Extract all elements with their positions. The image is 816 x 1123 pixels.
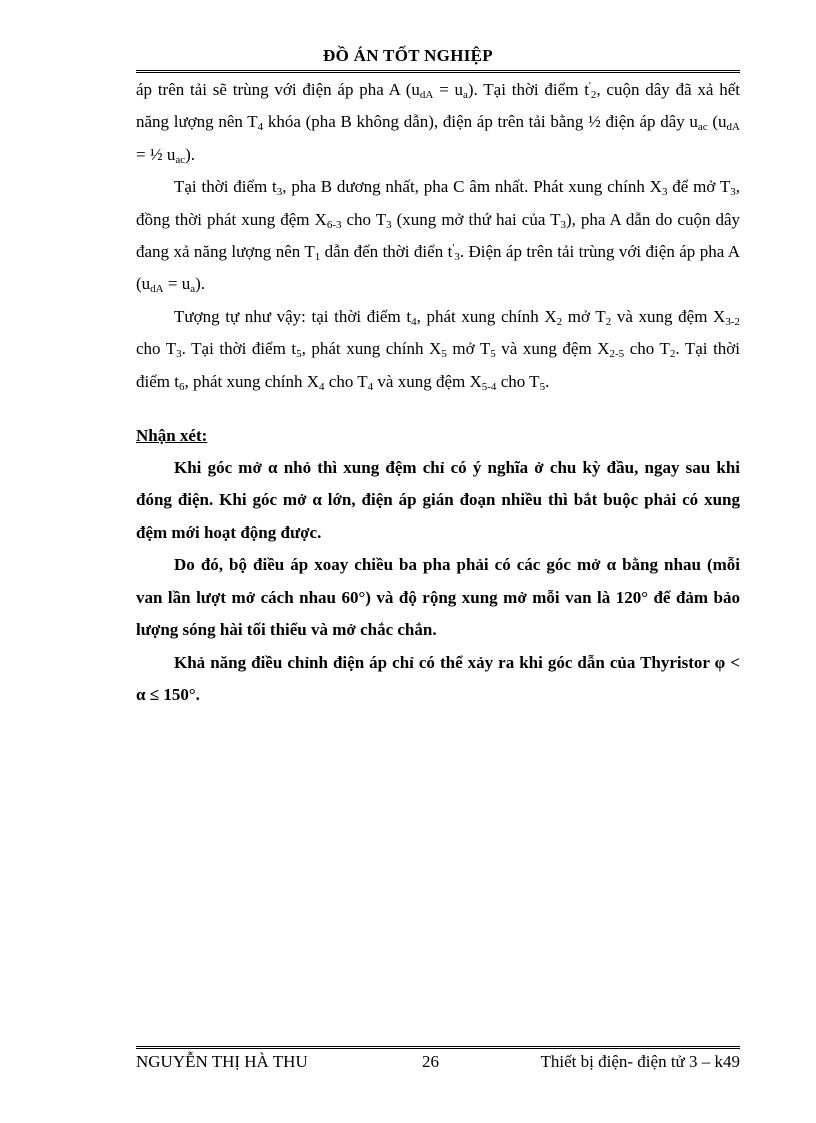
footer-page-number: 26 xyxy=(422,1052,439,1071)
remarks-paragraph-2: Do đó, bộ điều áp xoay chiều ba pha phải có các góc mở α bằng nhau (mỗi van lần lượt mở cách nhau 60°) và độ rộng xung mở mỗi van là 120° để đảm bảo lượng sóng hài tối thiểu và mở chắc chắn. xyxy=(136,555,740,640)
footer-author: NGUYỄN THỊ HÀ THU xyxy=(136,1052,308,1071)
paragraph-3: Tượng tự như vậy: tại thời điểm $t_4$, phát xung chính $X_2$ mở $T_2$ và xung đệm $X_{3-2}$ cho $T_3$. Tại thời điểm $t_5$, phát xung chính $X_5$ mở $T_5$ và xung đệm $X_{2-5}$ cho $T_2$. Tại thời điểm $t_6$, phát xung chính $X_4$ cho $T_4$ và xung đệm $X_{5-4}$ cho $T_5$. xyxy=(136,306,741,393)
paragraph-2: Tại thời điểm $t_3$, pha B dương nhất, pha C âm nhất. Phát xung chính $X_3$ để mở $T_3$, đồng thời phát xung đệm $X_{6-3}$ cho $T_3$ (xung mở thứ hai của $T_3$), pha A dẫn do cuộn dây đang xả năng lượng nên $T_1$ dẫn đến thời điển $t'_3$. Điện áp trên tải trùng với điện áp pha A $(u_{dA} = u_a)$. xyxy=(136,177,741,296)
footer-course: Thiết bị điện- điện tử 3 – k49 xyxy=(540,1052,740,1071)
page-header-title: ĐỒ ÁN TỐT NGHIỆP xyxy=(323,46,493,65)
paragraph-1: áp trên tải sẽ trùng với điện áp pha A $(u_{dA} = u_a)$. Tại thời điểm $t'_2$, cuộn dây đã xả hết năng lượng nên $T_4$ khóa (pha B không dẫn), điện áp trên tải bằng ½ điện áp dây $u_{ac}$ ($u_{dA}$ = ½ $u_{ac}$). xyxy=(136,80,740,166)
footer-rule xyxy=(136,1046,740,1049)
page-body xyxy=(136,74,740,711)
remarks-paragraph-1: Khi góc mở α nhỏ thì xung đệm chỉ có ý nghĩa ở chu kỳ đầu, ngay sau khi đóng điện. Khi góc mở α lớn, điện áp gián đoạn nhiều thì bắt buộc phải có xung đệm mới hoạt động được. xyxy=(136,458,740,542)
remarks-paragraph-3: Khả năng điều chỉnh điện áp chỉ có thể xảy ra khi góc dẫn của Thyristor φ < α ≤ 150°. xyxy=(136,652,740,704)
header-rule xyxy=(136,70,740,73)
remarks-heading: Nhận xét: xyxy=(136,426,208,446)
page-footer xyxy=(136,1052,740,1076)
